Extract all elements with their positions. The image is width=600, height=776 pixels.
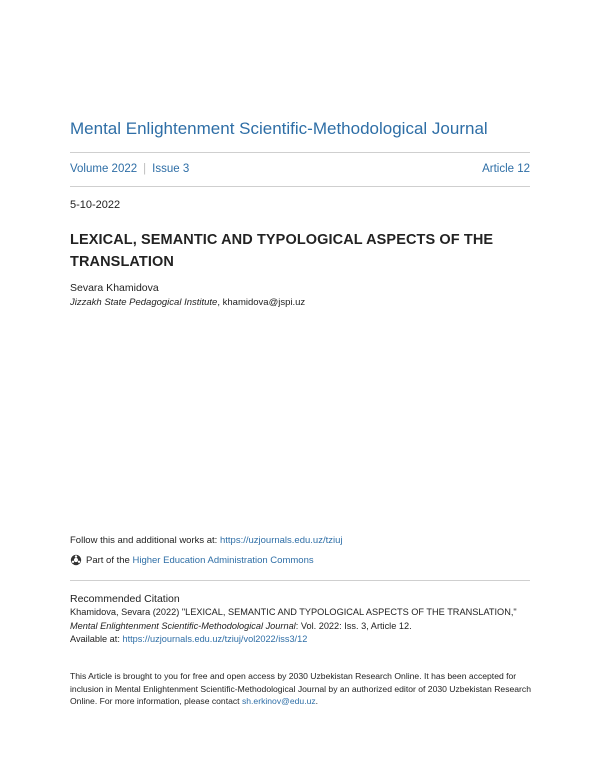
access-text: This Article is brought to you for free and open access by 2030 Uzbekistan Research Online. It has been accepted for inclusion in Mental Enlightenment Scientific-Methodological Journal by an authorized editor of 2030 Uzbekistan Research Online. For more information, please contact [70, 671, 531, 707]
citation-volume: : Vol. 2022: Iss. 3, Article 12. [295, 620, 412, 631]
part-of-label: Part of the [86, 554, 130, 566]
network-commons-icon [70, 554, 82, 566]
follow-link[interactable]: https://uzjournals.edu.uz/tziuj [219, 535, 343, 546]
citation-journal: Mental Enlightenment Scientific-Methodological Journal [70, 620, 296, 631]
follow-works [70, 535, 342, 546]
affiliation-institution: Jizzakh State Pedagogical Institute [70, 297, 218, 308]
access-end: . [315, 696, 319, 707]
recommended-citation-heading: Recommended Citation [70, 593, 180, 605]
author-email: , khamidova@jspi.uz [217, 297, 306, 308]
citation-line-2 [70, 620, 540, 634]
citation-divider [70, 580, 530, 581]
contact-email-link[interactable]: sh.erkinov@edu.uz [241, 696, 316, 707]
open-access-notice [70, 670, 532, 708]
article-title [70, 229, 530, 273]
citation-line-3 [70, 633, 540, 647]
available-link[interactable]: https://uzjournals.edu.uz/tziuj/vol2022/iss3/12 [122, 634, 308, 644]
article-title-line-1: LEXICAL, SEMANTIC AND TYPOLOGICAL ASPECTS OF THE [70, 232, 494, 248]
follow-label: Follow this and additional works at: [70, 535, 220, 546]
author-affiliation [70, 297, 305, 308]
article-title-line-2: TRANSLATION [70, 254, 174, 270]
volume-link[interactable]: Volume 2022 [70, 163, 138, 175]
article-number-link[interactable]: Article 12 [482, 163, 530, 175]
issue-link[interactable]: Issue 3 [152, 163, 190, 175]
commons-link[interactable]: Higher Education Administration Commons [132, 554, 314, 566]
journal-title[interactable]: Mental Enlightenment Scientific-Methodological Journal [70, 119, 488, 138]
recommended-citation-body [70, 606, 540, 647]
issue-breadcrumb [70, 163, 189, 175]
header-divider-bottom [70, 186, 530, 187]
breadcrumb-separator: | [143, 163, 147, 175]
citation-line-1: Khamidova, Sevara (2022) "LEXICAL, SEMANTIC AND TYPOLOGICAL ASPECTS OF THE TRANSLATION," [70, 607, 517, 617]
part-of-commons [70, 554, 314, 566]
publication-date: 5-10-2022 [70, 199, 121, 211]
header-divider-top [70, 152, 530, 153]
available-label: Available at: [70, 634, 123, 644]
author-name: Sevara Khamidova [70, 282, 159, 294]
